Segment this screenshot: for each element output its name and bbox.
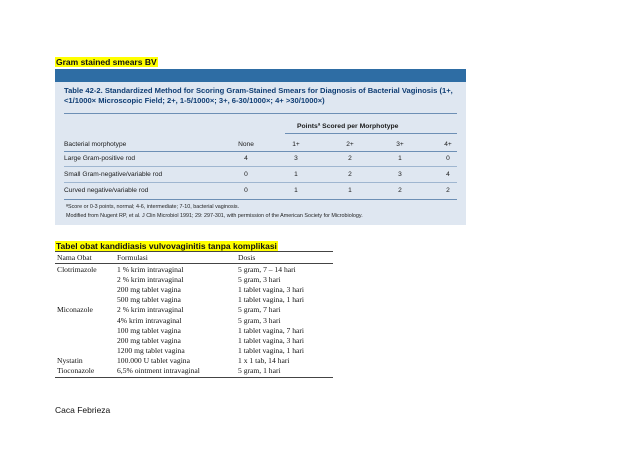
- dosage-cell: 5 gram, 3 hari: [238, 315, 281, 325]
- score-cell: 2: [348, 171, 352, 178]
- column-header-2: 1+: [292, 141, 300, 148]
- score-cell: 0: [446, 155, 450, 162]
- dosage-cell: 1 x 1 tab, 14 hari: [238, 355, 290, 365]
- points-group-header: Pointsª Scored per Morphotype: [297, 123, 399, 130]
- formulation-cell: 1200 mg tablet vagina: [117, 345, 185, 355]
- author-name: Caca Febrieza: [55, 405, 111, 415]
- table-title: [64, 86, 459, 106]
- morphotype-row-label: Curved negative/variable rod: [64, 187, 149, 194]
- table-rule-group: [285, 133, 457, 134]
- table-footnote-source: Modified from Nugent RP, et al. J Clin Microbiol 1991; 29: 297-301, with permission of the American Society for Microbiology.: [66, 213, 363, 219]
- score-cell: 0: [244, 187, 248, 194]
- table-row-divider: [64, 182, 457, 183]
- drug-table-bottom-rule: [55, 377, 333, 378]
- dosage-cell: 5 gram, 7 – 14 hari: [238, 265, 296, 274]
- morphotype-row-label: Small Gram-negative/variable rod: [64, 171, 163, 178]
- table-header-bar: [55, 69, 466, 82]
- score-cell: 3: [294, 155, 298, 162]
- formulation-cell: 500 mg tablet vagina: [117, 295, 181, 305]
- section-heading-gram: Gram stained smears BV: [56, 57, 157, 67]
- table-title-lead: Table 42-2.: [64, 86, 103, 95]
- dosage-cell: 1 tablet vagina, 7 hari: [238, 325, 305, 335]
- drug-column-header: Formulasi: [117, 253, 148, 262]
- score-cell: 3: [398, 171, 402, 178]
- score-cell: 2: [348, 155, 352, 162]
- dosage-cell: 1 tablet vagina, 1 hari: [238, 295, 305, 305]
- score-cell: 0: [244, 171, 248, 178]
- dosage-cell: 1 tablet vagina, 1 hari: [238, 345, 305, 355]
- table-row-divider: [64, 166, 457, 167]
- score-cell: 2: [398, 187, 402, 194]
- score-cell: 1: [348, 187, 352, 194]
- formulation-cell: 4% krim intravaginal: [117, 315, 182, 325]
- formulation-cell: 200 mg tablet vagina: [117, 335, 181, 345]
- drug-column-header: Nama Obat: [57, 253, 92, 262]
- score-cell: 1: [294, 171, 298, 178]
- table-rule-top: [64, 113, 457, 114]
- drug-name-cell: Nystatin: [57, 355, 83, 365]
- column-header-5: 4+: [444, 141, 452, 148]
- column-header-morphotype: Bacterial morphotype: [64, 141, 127, 148]
- column-header-1: None: [238, 141, 254, 148]
- formulation-cell: 2 % krim intravaginal: [117, 275, 184, 285]
- column-header-3: 2+: [346, 141, 354, 148]
- score-cell: 2: [446, 187, 450, 194]
- candidiasis-drug-table: [55, 251, 333, 379]
- score-cell: 4: [446, 171, 450, 178]
- drug-name-cell: Miconazole: [57, 305, 93, 315]
- drug-table-header-rule: [55, 263, 333, 264]
- formulation-cell: 200 mg tablet vagina: [117, 285, 181, 295]
- table-rule-bottom: [64, 199, 457, 200]
- formulation-cell: 6,5% ointment intravaginal: [117, 366, 200, 375]
- formulation-cell: 1 % krim intravaginal: [117, 265, 184, 274]
- drug-column-header: Dosis: [238, 253, 256, 262]
- table-rule-header: [64, 151, 457, 152]
- drug-name-cell: Clotrimazole: [57, 265, 97, 274]
- column-header-4: 3+: [396, 141, 404, 148]
- table-footnote-score: ªScore or 0-3 points, normal; 4-6, intermediate; 7-10, bacterial vaginosis.: [66, 204, 240, 210]
- score-cell: 4: [244, 155, 248, 162]
- drug-name-cell: Tioconazole: [57, 366, 95, 375]
- formulation-cell: 2 % krim intravaginal: [117, 305, 184, 315]
- dosage-cell: 5 gram, 3 hari: [238, 275, 281, 285]
- score-cell: 1: [398, 155, 402, 162]
- dosage-cell: 1 tablet vagina, 3 hari: [238, 285, 305, 295]
- drug-table-top-rule: [55, 251, 333, 252]
- gram-stain-scoring-table: [55, 69, 466, 225]
- score-cell: 1: [294, 187, 298, 194]
- formulation-cell: 100.000 U tablet vagina: [117, 355, 190, 365]
- dosage-cell: 1 tablet vagina, 3 hari: [238, 335, 305, 345]
- table-title-text: Standardized Method for Scoring Gram-Stained Smears for Diagnosis of Bacterial Vaginosis (1+, <1/1000× Microscopic Field; 2+, 1-5/1000×; 3+, 6-30/1000×; 4+ >30/1000×): [64, 86, 453, 105]
- morphotype-row-label: Large Gram-positive rod: [64, 155, 136, 162]
- formulation-cell: 100 mg tablet vagina: [117, 325, 181, 335]
- section-heading-drugs: Tabel obat kandidiasis vulvovaginitis tanpa komplikasi: [56, 241, 277, 251]
- dosage-cell: 5 gram, 1 hari: [238, 366, 281, 375]
- dosage-cell: 5 gram, 7 hari: [238, 305, 281, 315]
